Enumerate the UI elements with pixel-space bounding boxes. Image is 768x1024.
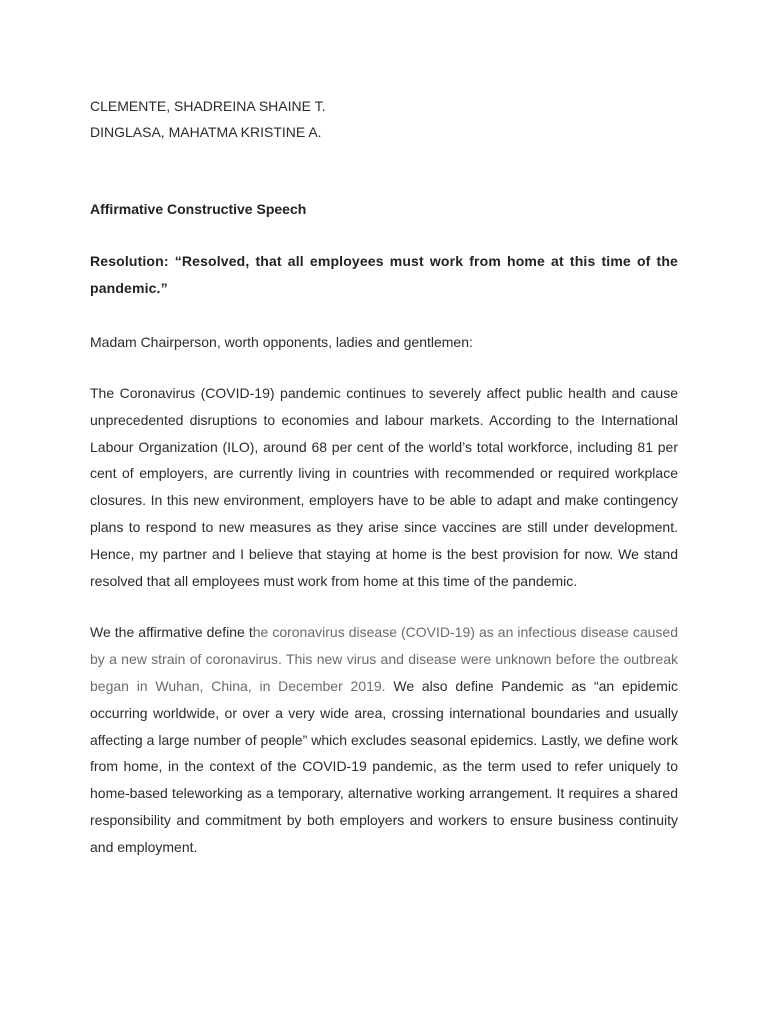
resolution-statement: Resolution: “Resolved, that all employees must work from home at this time of the pandemic.”: [90, 253, 678, 296]
definition-lead: We the affirmative define t: [90, 624, 253, 641]
paragraph-definitions: [90, 619, 678, 860]
author-name: DINGLASA, MAHATMA KRISTINE A.: [90, 124, 322, 140]
definition-rest: We also define Pandemic as “an epidemic occurring worldwide, or over a very wide area, crossing international boundaries and usually affecting a large number of people” which excludes seasonal epidemics. Lastly, we define work from home, in the context of the COVID-19 pandemic, as the term used to refer uniquely to home-based teleworking as a temporary, alternative working arrangement. It requires a shared responsibility and commitment by both employers and workers to ensure business continuity and employment.: [90, 677, 678, 855]
definition-quoted-text: he coronavirus disease (COVID-19) as an infectious disease caused by a new strain of coronavirus. This new virus and disease were unknown before the outbreak began in Wuhan, China, in December 2019.: [90, 624, 679, 694]
author-name: CLEMENTE, SHADREINA SHAINE T.: [90, 98, 326, 114]
salutation: Madam Chairperson, worth opponents, ladies and gentlemen:: [90, 334, 473, 350]
author-list: [90, 93, 678, 145]
speech-title: Affirmative Constructive Speech: [90, 201, 307, 217]
paragraph-context: The Coronavirus (COVID-19) pandemic continues to severely affect public health and cause unprecedented disruptions to economies and labour markets. According to the International Labour Organization (ILO), around 68 per cent of the world’s total workforce, including 81 per cent of employers, are currently living in countries with recommended or required workplace closures. In this new environment, employers have to be able to adapt and make contingency plans to respond to new measures as they arise since vaccines are still under development. Hence, my partner and I believe that staying at home is the best provision for now. We stand resolved that all employees must work from home at this time of the pandemic.: [90, 385, 678, 589]
